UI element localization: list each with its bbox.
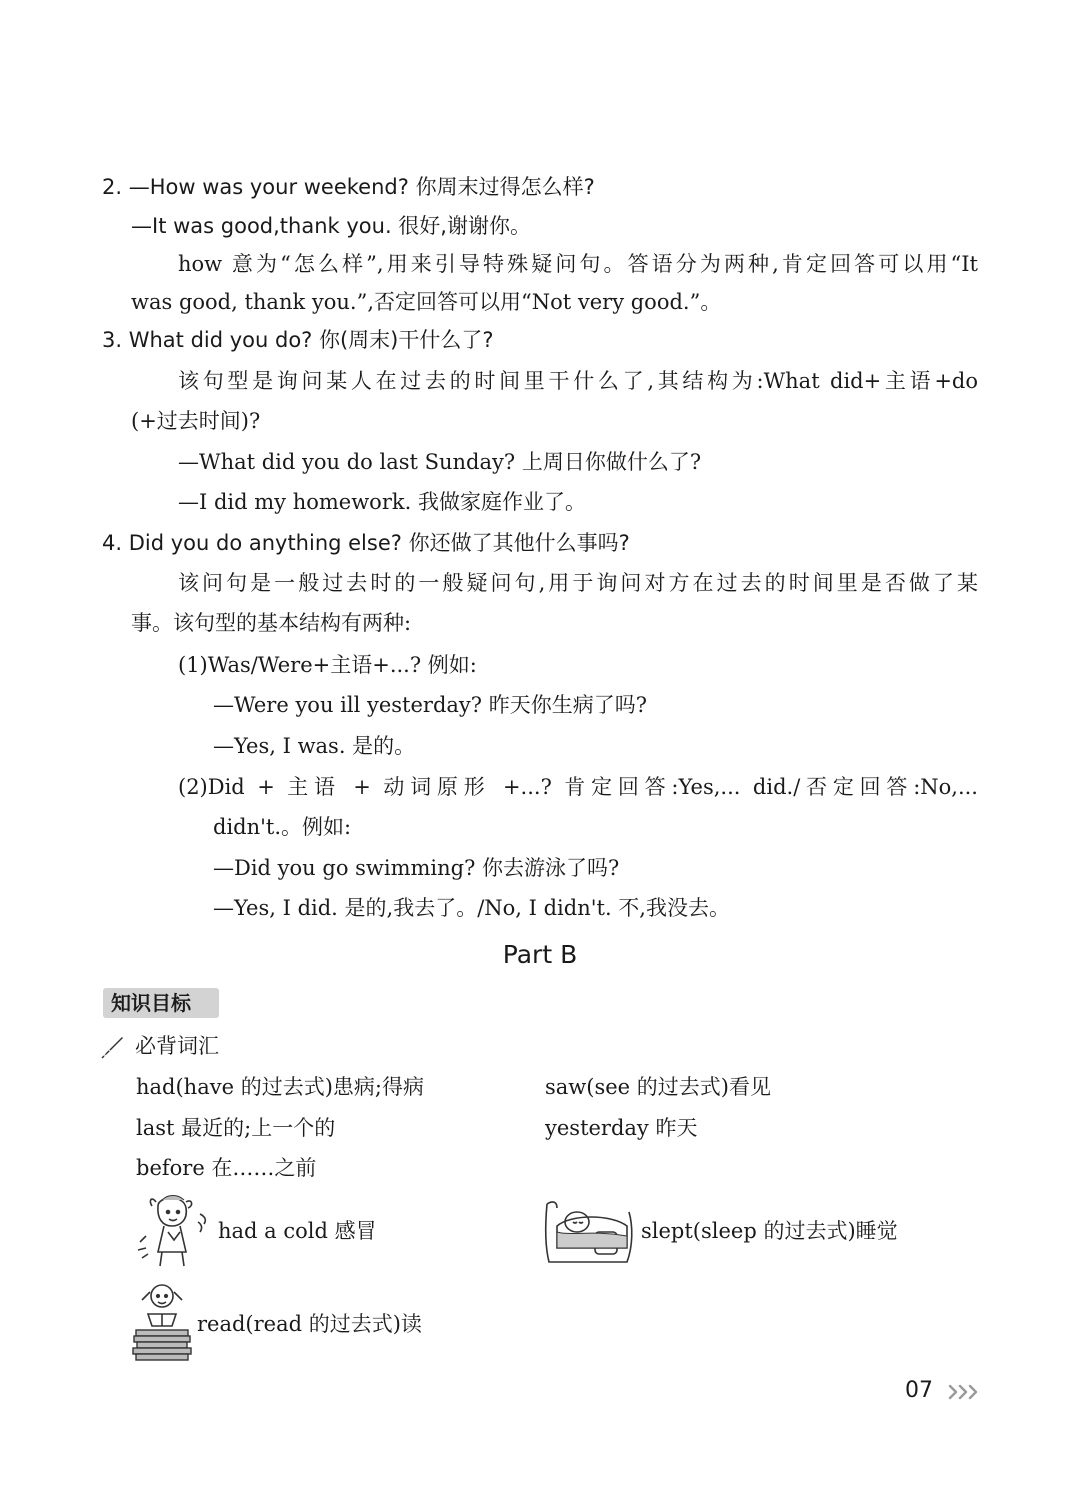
item3-explanation-line2: (+过去时间)? [131, 409, 261, 433]
item4-pattern1-example-answer: —Yes, I was. 是的。 [213, 734, 416, 758]
item2-answer: —It was good,thank you. 很好,谢谢你。 [131, 214, 531, 238]
vocab-item-before: before 在……之前 [136, 1156, 317, 1180]
item4-pattern1: (1)Was/Were+主语+...? 例如: [178, 653, 477, 677]
item4-pattern2-line1: (2)Did + 主语 + 动词原形 +...? 肯定回答:Yes,... did./否定回答:No,... [178, 775, 978, 799]
sick-girl-illustration [128, 1192, 214, 1270]
vocab-item-saw: saw(see 的过去式)看见 [545, 1075, 771, 1099]
sleeping-child-illustration [541, 1196, 637, 1268]
phrase-had-a-cold: had a cold 感冒 [218, 1219, 377, 1243]
knowledge-goals-label: 知识目标 [111, 991, 191, 1015]
knowledge-goals-badge [103, 988, 219, 1018]
pen-icon [100, 1034, 126, 1060]
part-b-title: Part B [502, 940, 578, 969]
phrase-slept: slept(sleep 的过去式)睡觉 [641, 1219, 898, 1243]
item3-example-question: —What did you do last Sunday? 上周日你做什么了? [178, 450, 702, 474]
reading-girl-illustration [128, 1280, 196, 1362]
item4-explanation-line2: 事。该句型的基本结构有两种: [131, 611, 412, 635]
item4-pattern2-example-question: —Did you go swimming? 你去游泳了吗? [213, 856, 620, 880]
item4-question: 4. Did you do anything else? 你还做了其他什么事吗? [102, 531, 630, 555]
vocab-item-had: had(have 的过去式)患病;得病 [136, 1075, 424, 1099]
item4-pattern2-example-answer: —Yes, I did. 是的,我去了。/No, I didn't. 不,我没去。 [213, 896, 730, 920]
vocab-item-last: last 最近的;上一个的 [136, 1116, 336, 1140]
item3-explanation-line1: 该句型是询问某人在过去的时间里干什么了,其结构为:What did+主语+do [178, 369, 978, 393]
item3-example-answer: —I did my homework. 我做家庭作业了。 [178, 490, 586, 514]
item4-pattern1-example-question: —Were you ill yesterday? 昨天你生病了吗? [213, 693, 647, 717]
phrase-read: read(read 的过去式)读 [197, 1312, 422, 1336]
triple-chevron-icon [946, 1378, 982, 1404]
vocab-item-yesterday: yesterday 昨天 [545, 1116, 698, 1140]
page-number: 07 [905, 1378, 933, 1403]
item4-pattern2-line2: didn't.。例如: [213, 815, 352, 839]
item2-question: 2. —How was your weekend? 你周末过得怎么样? [102, 175, 595, 199]
item2-explanation-line2: was good, thank you.”,否定回答可以用“Not very good.”。 [131, 290, 722, 314]
item4-explanation-line1: 该问句是一般过去时的一般疑问句,用于询问对方在过去的时间里是否做了某 [178, 571, 978, 595]
item2-explanation-line1: how 意为“怎么样”,用来引导特殊疑问句。答语分为两种,肯定回答可以用“It [178, 252, 978, 276]
item3-question: 3. What did you do? 你(周末)干什么了? [102, 328, 494, 352]
vocab-heading: 必背词汇 [135, 1034, 219, 1058]
